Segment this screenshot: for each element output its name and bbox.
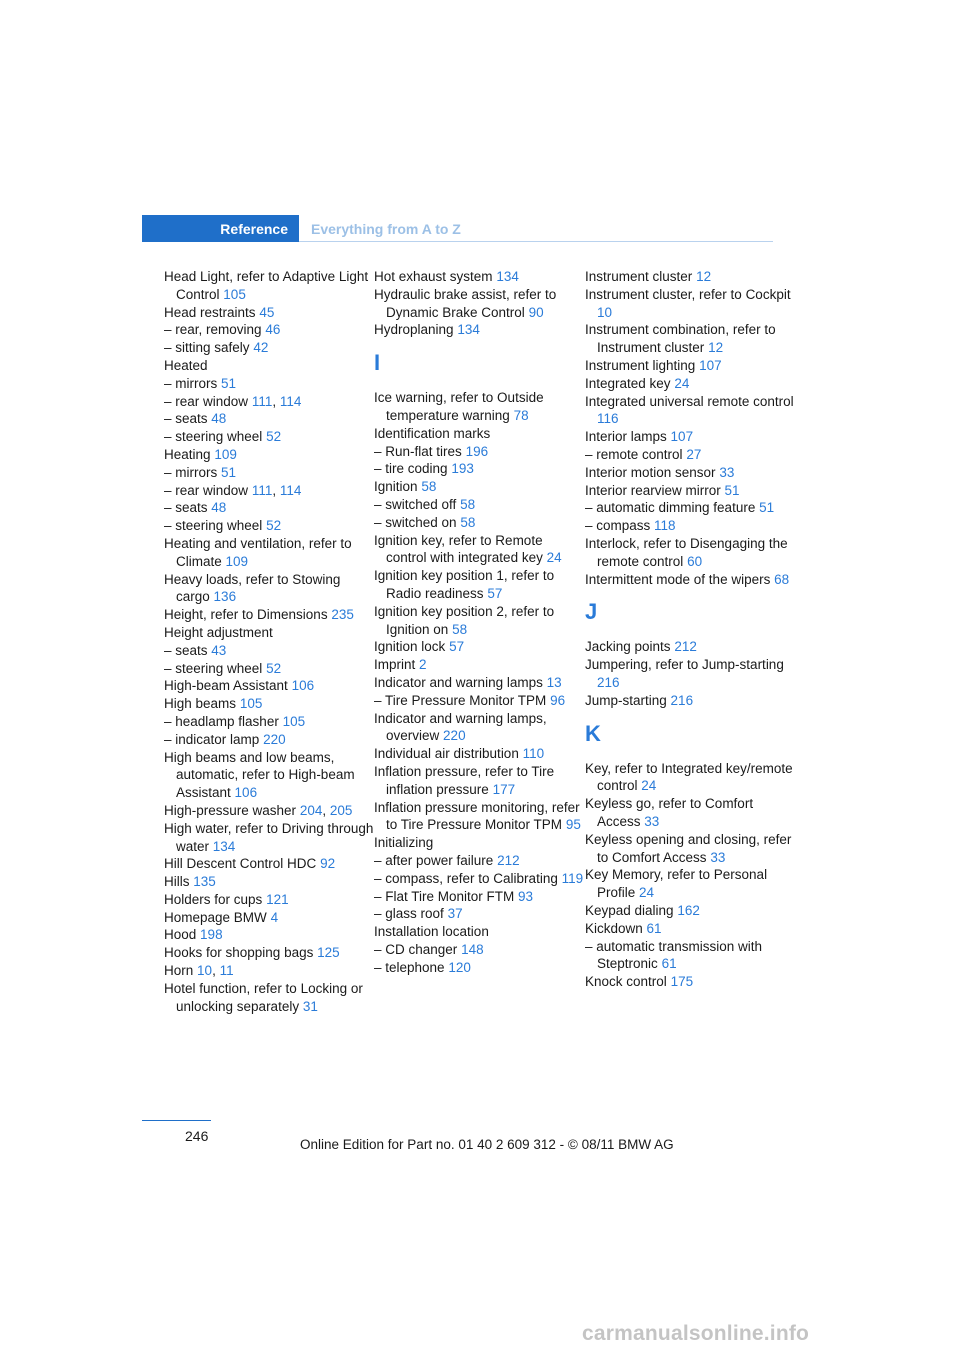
index-entry — [164, 499, 374, 517]
index-entry-text: – CD changer — [374, 941, 458, 957]
index-entry — [585, 938, 795, 974]
page-reference-link[interactable]: 120 — [448, 959, 471, 975]
page-number: 246 — [185, 1128, 209, 1144]
index-entry-text: – tire coding — [374, 461, 448, 477]
index-entry — [164, 926, 374, 944]
index-entry — [585, 428, 795, 446]
index-entry-text: – compass, refer to Calibrating — [374, 870, 558, 886]
index-entry-text: Ignition key position 1, refer to Radio readiness — [374, 568, 555, 601]
page-reference-link[interactable]: 93 — [518, 888, 534, 904]
index-entry — [374, 799, 584, 835]
index-entry-text: Head Light, refer to Adaptive Light Control — [164, 269, 369, 302]
page-reference-link[interactable]: 51 — [724, 482, 740, 498]
section-letter: J — [585, 599, 598, 625]
index-entry — [585, 286, 795, 322]
index-entry-text: Kickdown — [585, 920, 643, 936]
page-reference-link[interactable]: 68 — [774, 571, 790, 587]
index-entry — [164, 873, 374, 891]
index-entry-text: Ignition — [374, 479, 418, 495]
index-entry-text: Hotel function, refer to Locking or unlocking separately — [164, 980, 363, 1014]
index-entry-text: Indicator and warning lamps, overview — [374, 710, 547, 744]
index-entry-text: – switched on — [374, 514, 457, 530]
page-reference-link[interactable]: 134 — [212, 838, 236, 854]
index-entry-text: Ice warning, refer to Outside temperature warning — [374, 390, 544, 423]
index-entry — [164, 660, 374, 678]
index-entry — [585, 535, 795, 571]
index-entry — [374, 834, 584, 852]
index-entry-text: – rear, removing — [164, 322, 262, 338]
index-entry — [585, 464, 795, 482]
index-entry — [164, 820, 374, 856]
index-entry: Horn 10, 11 — [164, 963, 234, 979]
index-entry-text: Inflation pressure, refer to Tire inflation pressure — [374, 763, 555, 797]
page-reference-link[interactable]: 33 — [719, 464, 735, 480]
index-entry-text: Key Memory, refer to Personal Profile — [585, 867, 768, 901]
index-entry-text: – rear window — [164, 393, 249, 409]
page-reference-link[interactable]: 37 — [447, 906, 463, 922]
index-entry — [164, 606, 374, 624]
index-entry — [164, 944, 374, 962]
page-reference-link[interactable]: 46 — [265, 322, 281, 338]
page-reference-link[interactable]: 58 — [452, 621, 468, 637]
index-entry-text: Keypad dialing — [585, 902, 674, 918]
index-entry-text: Hot exhaust system — [374, 269, 493, 284]
page-reference-link[interactable]: 175 — [670, 974, 694, 990]
index-entry — [164, 268, 374, 304]
page-reference-link[interactable]: 60 — [687, 553, 703, 569]
page-reference-link[interactable]: 198 — [200, 927, 223, 943]
index-entry-text: Ignition lock — [374, 639, 446, 655]
index-entry — [374, 603, 584, 639]
section-letter: K — [585, 720, 601, 746]
page-reference-link[interactable]: 111 — [251, 482, 273, 498]
section-label: Reference — [220, 220, 288, 237]
index-entry — [164, 446, 374, 464]
page-reference-link[interactable]: 42 — [253, 340, 269, 356]
index-entry — [164, 909, 374, 927]
page-reference-link[interactable]: 121 — [266, 891, 289, 907]
page-reference-link[interactable]: 162 — [677, 902, 700, 918]
page-reference-link[interactable]: 204 — [299, 802, 323, 818]
index-entry-text: – mirrors — [164, 375, 218, 391]
index-entry-text: High beams — [164, 696, 237, 712]
page-reference-link[interactable]: 96 — [550, 692, 566, 708]
index-entry — [374, 321, 584, 339]
index-entry — [374, 745, 584, 763]
index-entry — [585, 638, 795, 656]
index-entry-text: Imprint — [374, 657, 416, 673]
index-entry-text: Ignition key, refer to Remote control with integrated key — [374, 532, 543, 566]
index-entry — [374, 268, 584, 286]
page-reference-link[interactable]: 33 — [710, 849, 726, 865]
page-reference-link[interactable]: 2 — [419, 657, 427, 673]
index-entry-text: High water, refer to Driving through water — [164, 820, 374, 854]
index-entry: – rear window 111, 114 — [164, 393, 302, 409]
index-entry-text: Identification marks — [374, 425, 491, 441]
index-column-3 — [585, 268, 795, 991]
index-entry — [164, 624, 374, 642]
index-column-2 — [374, 268, 584, 976]
index-entry — [164, 642, 374, 660]
index-entry-text: – Flat Tire Monitor FTM — [374, 888, 515, 904]
page-reference-link[interactable]: 57 — [449, 639, 465, 655]
index-entry-text: – automatic transmission with Steptronic — [585, 938, 763, 972]
index-entry — [585, 375, 795, 393]
page-reference-link[interactable]: 51 — [221, 464, 237, 480]
index-entry: – rear window 111, 114 — [164, 482, 302, 498]
index-entry — [164, 571, 374, 607]
index-entry-text: Instrument cluster — [585, 269, 693, 284]
index-entry — [585, 268, 795, 286]
page-reference-link[interactable]: 216 — [597, 674, 620, 690]
index-entry — [164, 410, 374, 428]
index-entry-text: Heavy loads, refer to Stowing cargo — [164, 571, 341, 605]
index-entry-text: Homepage BMW — [164, 909, 267, 925]
index-entry — [374, 638, 584, 656]
index-entry-text: – after power failure — [374, 852, 494, 868]
index-entry — [164, 321, 374, 339]
index-entry-text: Intermittent mode of the wipers — [585, 571, 771, 587]
page-reference-link[interactable]: 114 — [279, 393, 302, 409]
index-entry-text: Integrated key — [585, 375, 671, 391]
page-reference-link[interactable]: 205 — [329, 802, 353, 818]
page-reference-link[interactable]: 220 — [443, 728, 466, 744]
page-reference-link[interactable]: 13 — [546, 674, 562, 690]
index-entry — [374, 959, 584, 977]
page-reference-link[interactable]: 111 — [251, 393, 273, 409]
index-entry-text: – steering wheel — [164, 518, 263, 534]
index-entry — [374, 656, 584, 674]
page-reference-link[interactable]: 10 — [197, 963, 213, 979]
index-entry — [164, 428, 374, 446]
index-entry — [374, 532, 584, 568]
index-entry-text: Instrument cluster, refer to Cockpit — [585, 286, 791, 302]
page-reference-link[interactable]: 58 — [421, 479, 437, 495]
page-reference-link[interactable]: 61 — [646, 920, 662, 936]
watermark: carmanualsonline.info — [582, 1322, 810, 1345]
page-reference-link[interactable]: 52 — [266, 429, 282, 445]
page-reference-link[interactable]: 105 — [223, 286, 246, 302]
index-entry — [374, 852, 584, 870]
page-reference-link[interactable]: 134 — [496, 269, 519, 284]
index-entry — [374, 567, 584, 603]
page-reference-link[interactable]: 134 — [457, 322, 480, 338]
page-reference-link[interactable]: 95 — [565, 817, 581, 833]
index-entry — [164, 855, 374, 873]
page-reference-link[interactable]: 52 — [266, 518, 282, 534]
index-entry-text: Initializing — [374, 835, 434, 851]
page-reference-link[interactable]: 4 — [270, 909, 279, 925]
index-entry — [374, 870, 584, 888]
index-entry — [585, 973, 795, 991]
index-entry — [374, 478, 584, 496]
page-reference-link[interactable]: 109 — [225, 553, 249, 569]
footer-divider — [142, 1120, 211, 1121]
index-entry-text: Instrument combination, refer to Instrument cluster — [585, 322, 776, 356]
index-entry — [374, 888, 584, 906]
page-reference-link[interactable]: 125 — [317, 945, 340, 961]
index-entry-text: – automatic dimming feature — [585, 500, 756, 516]
page-reference-link[interactable]: 24 — [546, 550, 562, 566]
index-entry-text: – indicator lamp — [164, 731, 260, 747]
page-reference-link[interactable]: 220 — [263, 731, 286, 747]
index-entry-text: Heated — [164, 357, 208, 373]
page-reference-link[interactable]: 92 — [320, 856, 336, 872]
index-entry-text: Interior rearview mirror — [585, 482, 721, 498]
index-entry — [585, 656, 795, 692]
page-reference-link[interactable]: 106 — [234, 785, 258, 801]
index-entry — [374, 460, 584, 478]
page-reference-link[interactable]: 216 — [670, 692, 694, 708]
page-reference-link[interactable]: 78 — [513, 407, 529, 423]
index-entry — [585, 571, 795, 589]
index-entry — [164, 677, 374, 695]
index-entry — [374, 674, 584, 692]
index-entry — [374, 692, 584, 710]
index-entry — [374, 496, 584, 514]
index-entry-text: Indicator and warning lamps — [374, 674, 543, 690]
index-entry-text: – steering wheel — [164, 660, 263, 676]
index-entry — [585, 357, 795, 375]
index-entry-text: Instrument lighting — [585, 357, 696, 373]
index-entry — [374, 389, 584, 425]
index-entry-text: Keyless opening and closing, refer to Comfort Access — [585, 831, 792, 865]
index-entry-text: Inflation pressure monitoring, refer to Tire Pressure Monitor TPM — [374, 799, 580, 833]
index-entry — [585, 795, 795, 831]
index-entry — [164, 980, 374, 1016]
index-entry-text: Hooks for shopping bags — [164, 945, 314, 961]
index-entry-text: Hydraulic brake assist, refer to Dynamic Brake Control — [374, 286, 557, 320]
page-reference-link[interactable]: 31 — [302, 998, 318, 1014]
index-entry — [585, 692, 795, 710]
index-entry-text: – Tire Pressure Monitor TPM — [374, 692, 547, 708]
page-reference-link[interactable]: 119 — [561, 870, 584, 886]
index-entry-text: – seats — [164, 500, 208, 516]
index-entry-text: Interior motion sensor — [585, 464, 716, 480]
index-entry — [164, 731, 374, 749]
index-entry-text: – sitting safely — [164, 340, 250, 356]
index-entry — [585, 831, 795, 867]
page-reference-link[interactable]: 58 — [460, 496, 476, 512]
page-reference-link[interactable]: 106 — [291, 678, 315, 694]
index-column-1 — [164, 268, 374, 1015]
page-reference-link[interactable]: 45 — [259, 304, 275, 320]
index-entry-text: Jumpering, refer to Jump-starting — [585, 657, 784, 673]
index-entry-text: – seats — [164, 411, 208, 427]
page-reference-link[interactable]: 24 — [674, 375, 690, 391]
page-reference-link[interactable]: 118 — [654, 518, 676, 534]
page-reference-link[interactable]: 107 — [699, 357, 722, 373]
index-entry — [164, 339, 374, 357]
edition-note: Online Edition for Part no. 01 40 2 609 312 - © 08/11 BMW AG — [300, 1137, 674, 1152]
index-entry-text: Key, refer to Integrated key/remote control — [585, 760, 793, 794]
index-entry-text: High-beam Assistant — [164, 678, 288, 694]
index-entry — [585, 499, 795, 517]
index-entry — [164, 535, 374, 571]
page-title: Everything from A to Z — [311, 221, 461, 237]
page-reference-link[interactable]: 136 — [213, 589, 237, 605]
section-letter: I — [374, 350, 381, 376]
index-entry-text: – steering wheel — [164, 429, 263, 445]
page-reference-link[interactable]: 51 — [759, 500, 775, 516]
index-entry — [164, 357, 374, 375]
index-entry-text: Jacking points — [585, 639, 671, 655]
page-reference-link[interactable]: 235 — [331, 607, 354, 623]
page-reference-link[interactable]: 105 — [282, 713, 306, 729]
page-reference-link[interactable]: 193 — [451, 461, 474, 477]
section-tab — [142, 215, 299, 242]
index-entry: High-pressure washer 204, 205 — [164, 802, 353, 818]
index-entry-text: – Run-flat tires — [374, 443, 462, 459]
page-reference-link[interactable]: 12 — [696, 269, 712, 284]
page-reference-link[interactable]: 57 — [487, 585, 503, 601]
index-entry-text: Interior lamps — [585, 429, 667, 445]
page-reference-link[interactable]: 24 — [639, 885, 655, 901]
index-entry — [164, 517, 374, 535]
index-entry — [164, 749, 374, 802]
index-entry-text: Head restraints — [164, 304, 256, 320]
index-entry — [585, 866, 795, 902]
page-reference-link[interactable]: 196 — [465, 443, 489, 459]
page-reference-link[interactable]: 52 — [266, 660, 282, 676]
page-reference-link[interactable]: 24 — [641, 778, 657, 794]
page-reference-link[interactable]: 148 — [461, 941, 484, 957]
page-reference-link[interactable]: 10 — [597, 304, 613, 320]
index-entry — [374, 710, 584, 746]
index-entry — [164, 891, 374, 909]
index-entry-text: Individual air distribution — [374, 746, 519, 762]
header-divider — [299, 241, 773, 242]
index-entry — [374, 923, 584, 941]
index-entry-text: Hills — [164, 874, 190, 890]
page-reference-link[interactable]: 48 — [211, 411, 227, 427]
index-entry — [164, 713, 374, 731]
index-entry — [585, 902, 795, 920]
index-entry-text: – switched off — [374, 496, 457, 512]
page-reference-link[interactable]: 177 — [492, 781, 516, 797]
index-entry-text: Height, refer to Dimensions — [164, 607, 328, 623]
index-entry-text: – mirrors — [164, 464, 218, 480]
index-entry-text: Hydroplaning — [374, 322, 454, 338]
index-entry-text: – rear window — [164, 482, 249, 498]
page-reference-link[interactable]: 212 — [497, 852, 520, 868]
index-entry-text: High-pressure washer — [164, 802, 297, 818]
index-entry-text: Holders for cups — [164, 891, 263, 907]
page-reference-link[interactable]: 90 — [528, 304, 544, 320]
index-entry — [164, 695, 374, 713]
index-entry-text: Heating — [164, 446, 211, 462]
page-reference-link[interactable]: 105 — [239, 696, 263, 712]
index-entry — [585, 393, 795, 429]
page-reference-link[interactable]: 48 — [211, 500, 227, 516]
index-entry-text: – headlamp flasher — [164, 713, 279, 729]
index-entry-text: – remote control — [585, 446, 683, 462]
index-entry-text: – compass — [585, 518, 651, 534]
page-reference-link[interactable]: 11 — [219, 963, 234, 979]
index-entry-text: Interlock, refer to Disengaging the remote control — [585, 535, 788, 569]
page-reference-link[interactable]: 12 — [708, 340, 724, 356]
index-entry-text: Horn — [164, 963, 194, 979]
page-reference-link[interactable]: 110 — [522, 746, 545, 762]
index-entry-text: – telephone — [374, 959, 445, 975]
index-entry — [374, 514, 584, 532]
index-entry — [374, 425, 584, 443]
index-entry — [585, 482, 795, 500]
index-entry-text: High beams and low beams, automatic, refer to High-beam Assistant — [164, 749, 355, 801]
index-entry — [585, 760, 795, 796]
index-entry-text: Integrated universal remote control — [585, 393, 794, 409]
index-entry-text: – seats — [164, 642, 208, 658]
page-reference-link[interactable]: 51 — [221, 375, 237, 391]
index-entry-text: Ignition key position 2, refer to Ignition on — [374, 603, 555, 637]
index-entry — [374, 941, 584, 959]
index-entry-text: Hood — [164, 927, 197, 943]
index-entry — [585, 321, 795, 357]
index-entry — [374, 905, 584, 923]
index-entry-text: Heating and ventilation, refer to Climate — [164, 535, 352, 569]
index-entry — [164, 375, 374, 393]
page-reference-link[interactable]: 109 — [214, 446, 237, 462]
index-entry-text: Knock control — [585, 974, 667, 990]
page-reference-link[interactable]: 61 — [661, 956, 677, 972]
page-reference-link[interactable]: 43 — [211, 642, 227, 658]
index-entry-text: Height adjustment — [164, 624, 273, 640]
index-entry — [585, 446, 795, 464]
page-reference-link[interactable]: 33 — [644, 813, 660, 829]
index-entry — [585, 517, 795, 535]
index-entry — [374, 286, 584, 322]
page-reference-link[interactable]: 116 — [597, 411, 619, 427]
index-entry-text: Installation location — [374, 924, 489, 940]
index-entry — [585, 920, 795, 938]
index-entry-text: Keyless go, refer to Comfort Access — [585, 796, 754, 829]
page-reference-link[interactable]: 107 — [670, 429, 694, 445]
index-entry-text: Jump-starting — [585, 692, 667, 708]
page-reference-link[interactable]: 27 — [686, 446, 702, 462]
index-entry — [374, 763, 584, 799]
index-entry — [164, 464, 374, 482]
index-entry-text: – glass roof — [374, 906, 444, 922]
page-reference-link[interactable]: 58 — [460, 514, 476, 530]
page-reference-link[interactable]: 212 — [674, 639, 697, 655]
index-entry — [164, 304, 374, 322]
page-reference-link[interactable]: 135 — [193, 874, 216, 890]
index-entry-text: Hill Descent Control HDC — [164, 856, 317, 872]
index-entry — [374, 443, 584, 461]
page-reference-link[interactable]: 114 — [279, 482, 302, 498]
